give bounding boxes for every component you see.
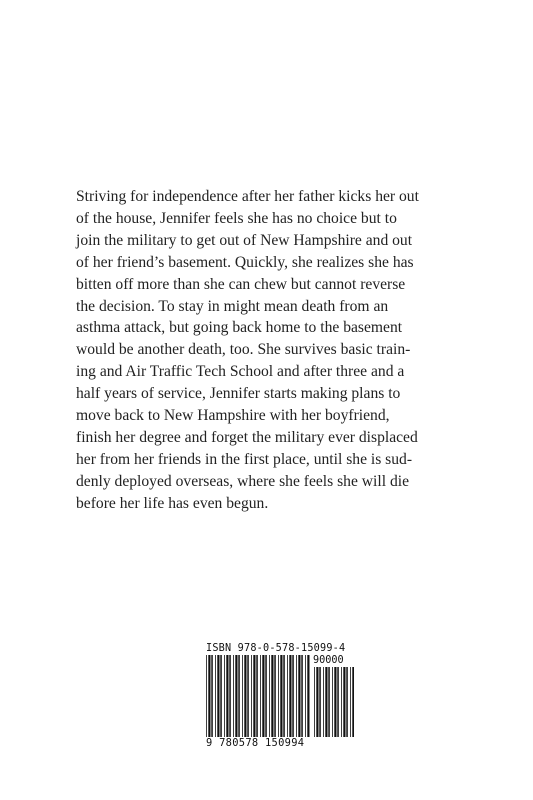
blurb-line: before her life has even begun.	[76, 494, 269, 512]
barcode-bar	[307, 655, 309, 737]
barcode-bar	[220, 655, 222, 737]
barcode-bar	[283, 655, 285, 737]
barcode-bar	[251, 655, 252, 737]
blurb-line: ing and Air Traffic Tech School and after three and a	[76, 363, 405, 381]
addon-bars	[314, 667, 354, 737]
barcode-bar	[265, 655, 267, 737]
barcode-bar	[316, 667, 318, 737]
blurb-line: her from her friends in the first place, until she is sud-	[76, 450, 413, 468]
blurb-line: bitten off more than she can chew but cannot reverse	[76, 275, 406, 293]
blurb-line: half years of service, Jennifer starts making plans to	[76, 385, 401, 403]
barcode-bar	[260, 655, 261, 737]
barcode-bar	[256, 655, 258, 737]
barcode-bar	[325, 667, 327, 737]
barcode-bar	[244, 655, 246, 737]
barcode-bar	[296, 655, 297, 737]
barcode-bar	[208, 655, 210, 737]
barcode-bar	[274, 655, 276, 737]
blurb-line: of the house, Jennifer feels she has no choice but to	[76, 209, 397, 227]
barcode-bar	[332, 667, 333, 737]
barcode-bar	[224, 655, 225, 737]
barcode-bar	[319, 667, 321, 737]
barcode-bar	[289, 655, 291, 737]
barcode-bar	[346, 667, 348, 737]
price-addon-code: 90000	[313, 655, 344, 666]
barcode-bar	[238, 655, 240, 737]
barcode-bar	[334, 667, 336, 737]
back-cover-blurb	[76, 186, 476, 515]
barcode-bar	[217, 655, 219, 737]
barcode-digits: 9 780578 150994	[206, 737, 305, 749]
barcode-bar	[337, 667, 339, 737]
barcode-bar	[247, 655, 249, 737]
barcode-bar	[323, 667, 324, 737]
barcode-bar	[301, 655, 303, 737]
barcode-bar	[229, 655, 231, 737]
barcode-bar	[253, 655, 255, 737]
isbn-barcode	[206, 643, 354, 751]
barcode-bar	[271, 655, 273, 737]
barcode-bar	[233, 655, 234, 737]
barcode-bar	[215, 655, 216, 737]
blurb-line: denly deployed overseas, where she feels she will die	[76, 472, 409, 490]
barcode-bar	[280, 655, 282, 737]
barcode-bar	[287, 655, 288, 737]
blurb-line: Striving for independence after her father kicks her out	[76, 188, 419, 205]
barcode-bar	[352, 667, 354, 737]
blurb-line: join the military to get out of New Hampshire and out	[76, 231, 413, 249]
barcode-bar	[298, 655, 300, 737]
barcode-bar	[269, 655, 270, 737]
barcode-bar	[314, 667, 315, 737]
barcode-bar	[262, 655, 264, 737]
barcode-bar	[341, 667, 342, 737]
blurb-line: the decision. To stay in might mean death from an	[76, 297, 389, 315]
barcode-bar	[242, 655, 243, 737]
blurb-line: asthma attack, but going back home to the basement	[76, 319, 403, 337]
barcode-bar	[206, 655, 207, 737]
barcode-bar	[343, 667, 345, 737]
barcode-bar	[305, 655, 306, 737]
barcode-bar	[235, 655, 237, 737]
blurb-line: finish her degree and forget the military ever displaced	[76, 428, 418, 446]
blurb-line: would be another death, too. She survives basic train-	[76, 341, 411, 359]
barcode-bar	[211, 655, 213, 737]
barcode-bar	[226, 655, 228, 737]
barcode-bar	[350, 667, 351, 737]
isbn-label: ISBN 978-0-578-15099-4	[206, 643, 346, 654]
barcode-bar	[278, 655, 279, 737]
blurb-line: move back to New Hampshire with her boyfriend,	[76, 407, 390, 425]
blurb-line: of her friend’s basement. Quickly, she realizes she has	[76, 253, 414, 271]
barcode-bar	[292, 655, 294, 737]
ean13-bars	[206, 655, 310, 737]
barcode-bar	[328, 667, 330, 737]
